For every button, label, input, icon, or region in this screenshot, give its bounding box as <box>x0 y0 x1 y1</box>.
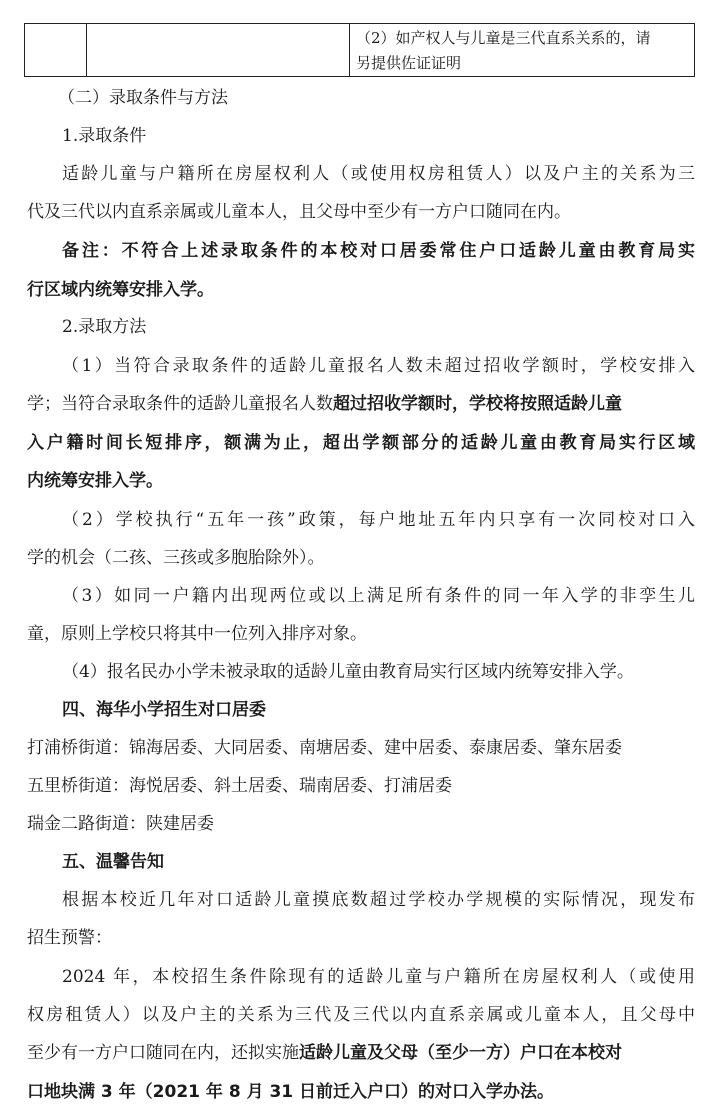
bold-line: 内统筹安排入学。 <box>27 471 163 491</box>
table-cell-empty-1 <box>25 24 87 77</box>
paragraph-line: 代及三代以内直系亲属或儿童本人，且父母中至少有一方户口随同在内。 <box>27 202 571 222</box>
table-row <box>25 24 695 77</box>
note-line: 备注：不符合上述录取条件的本校对口居委常住户口适龄儿童由教育局实 <box>62 241 695 261</box>
bold-text: 适龄儿童及父母（至少一方）户口在本校对 <box>299 1043 622 1063</box>
paragraph-line: 2024 年，本校招生条件除现有的适龄儿童与户籍所在房屋权利人（或使用 <box>62 967 695 987</box>
paragraph-line: 根据本校近几年对口适龄儿童摸底数超过学校办学规模的实际情况，现发布 <box>62 890 695 910</box>
paragraph-line: （4）报名民办小学未被录取的适龄儿童由教育局实行区域内统筹安排入学。 <box>62 662 634 682</box>
bold-line: 口地块满 3 年（2021 年 8 月 31 日前迁入户口）的对口入学办法。 <box>27 1082 555 1102</box>
bold-line: 入户籍时间长短排序，额满为止，超出学额部分的适龄儿童由教育局实行区域 <box>27 433 695 453</box>
table-cell-note <box>350 24 695 77</box>
paragraph-line: 学的机会（二孩、三孩或多胞胎除外）。 <box>27 548 325 568</box>
requirements-table-fragment <box>24 23 695 77</box>
subheading-conditions: 1.录取条件 <box>62 126 147 146</box>
section-heading-admission: （二）录取条件与方法 <box>58 88 228 108</box>
street-line: 打浦桥街道：锦海居委、大同居委、南塘居委、建中居委、泰康居委、肇东居委 <box>27 738 622 758</box>
subheading-method: 2.录取方法 <box>62 317 147 337</box>
paragraph-line: 适龄儿童与户籍所在房屋权利人（或使用权房租赁人）以及户主的关系为三 <box>62 164 695 184</box>
paragraph-line: （3）如同一户籍内出现两位或以上满足所有条件的同一年入学的非孪生儿 <box>62 586 695 606</box>
paragraph-line: （1）当符合录取条件的适龄儿童报名人数未超过招收学额时，学校安排入 <box>62 356 695 376</box>
normal-text: 学；当符合录取条件的适龄儿童报名人数 <box>27 394 333 414</box>
paragraph-line: 童，原则上学校只将其中一位列入排序对象。 <box>27 624 367 644</box>
bold-text: 超过招收学额时，学校将按照适龄儿童 <box>333 394 622 414</box>
paragraph-line: 权房租赁人）以及户主的关系为三代及三代以内直系亲属或儿童本人，且父母中 <box>27 1005 695 1025</box>
street-line: 瑞金二路街道：陕建居委 <box>27 814 214 834</box>
table-note-line-2: 另提供佐证证明 <box>356 54 462 72</box>
paragraph-line-mixed <box>27 1042 622 1064</box>
paragraph-line: （2）学校执行“五年一孩”政策，每户地址五年内只享有一次同校对口入 <box>62 510 695 530</box>
paragraph-line-mixed <box>27 393 622 415</box>
table-cell-empty-2 <box>87 24 350 77</box>
paragraph-line: 招生预警： <box>27 928 112 948</box>
note-line: 行区域内统筹安排入学。 <box>27 280 214 300</box>
street-line: 五里桥街道：海悦居委、斜土居委、瑞南居委、打浦居委 <box>27 776 452 796</box>
section-heading-four: 四、海华小学招生对口居委 <box>62 700 266 720</box>
section-heading-five: 五、温馨告知 <box>62 852 164 872</box>
table-note-line-1: （2）如产权人与儿童是三代直系关系的，请 <box>356 29 651 47</box>
normal-text: 至少有一方户口随同在内，还拟实施 <box>27 1043 299 1063</box>
